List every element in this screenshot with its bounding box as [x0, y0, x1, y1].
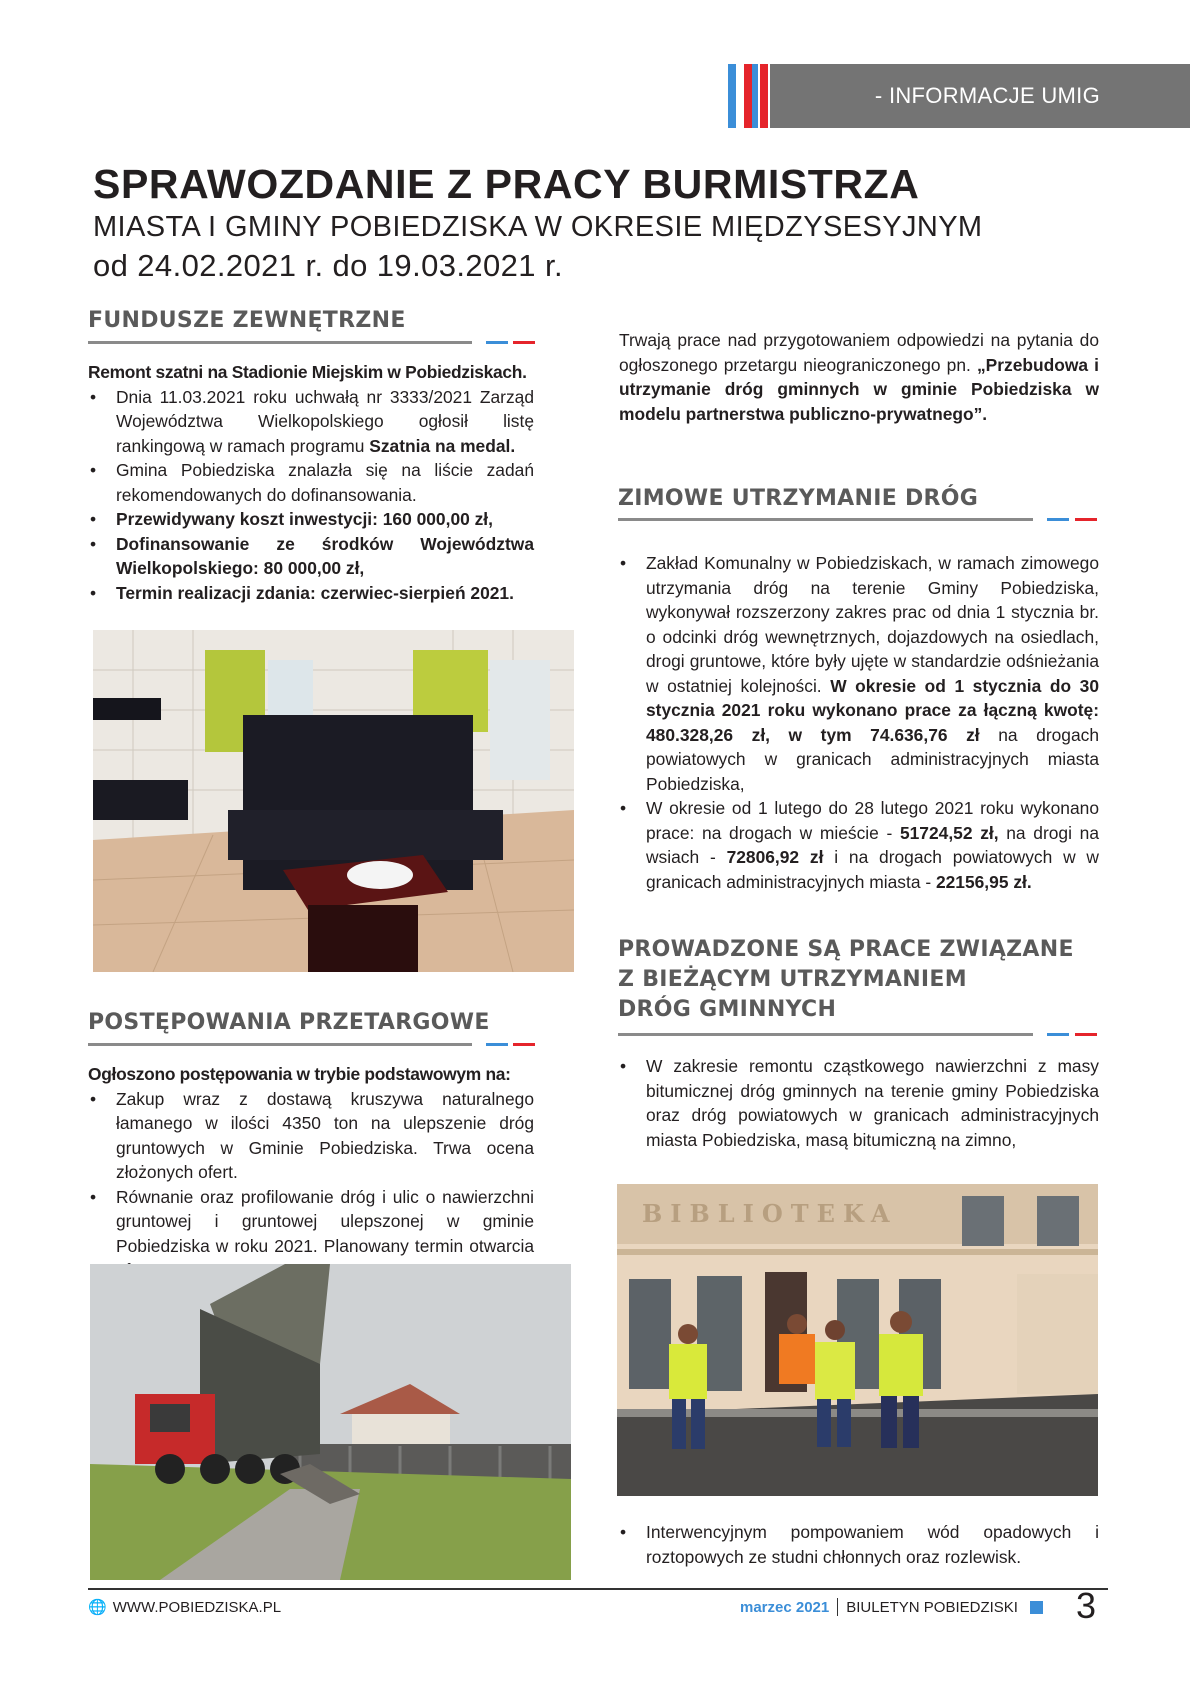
- dash-blue: [1047, 1033, 1069, 1036]
- list-item: • Równanie oraz profilowanie dróg i ulic o nawierzchni gruntowej i gruntowej ulepszonej w gminie Pobiedziska w roku 2021. Planowany termin otwarcia: [88, 1185, 534, 1283]
- list-item: • Zakład Komunalny w Pobiedziskach, w ramach zimowego utrzymania dróg na terenie Gminy Pobiedziska, wykonywał rozszerzony zakres prac od dnia 1 stycznia br. o odcinki dróg wewnętrznych, dojazdowych na osiedlach, drogi gruntowe, które były ujęte w standardzie odśnieżania w ostatniej kolejności. W okresie od 1 stycznia do 30 stycznia 2021 roku wykonano prace za łączną kwotę: 480.328,26 zł, w tym 74.636,76 zł na drogach powiatowych w granicach administracyjnych miasta Pobiedziska,: [618, 551, 1099, 796]
- dash-blue: [1047, 518, 1069, 521]
- zimowe-text: [618, 551, 1099, 894]
- footer-website[interactable]: [88, 1598, 281, 1616]
- biezace-text-2: [618, 1520, 1099, 1569]
- list-item: • Przewidywany koszt inwestycji: 160 000,00 zł,: [88, 507, 534, 532]
- fundusze-text: [88, 360, 534, 605]
- truck-photo: [90, 1264, 571, 1580]
- footer-rule: [88, 1588, 1108, 1590]
- page-title: SPRAWOZDANIE Z PRACY BURMISTRZA: [93, 161, 920, 207]
- biezace-text: [618, 1054, 1099, 1152]
- heading-rule: [618, 1033, 1033, 1036]
- list-item: • W zakresie remontu cząstkowego nawierzchni z masy bitumicznej dróg gminnych na terenie gminy Pobiedziska oraz dróg powiatowych w granicach administracyjnych miasta Pobiedziska, masą bitumiczną na zimno,: [618, 1054, 1099, 1152]
- przetargi-text: [88, 1062, 534, 1283]
- przetargi-lead: Ogłoszono postępowania w trybie podstawowym na:: [88, 1064, 511, 1084]
- flag-stripes: [728, 64, 768, 128]
- heading-biezace: PROWADZONE SĄ PRACE ZWIĄZANE Z BIEŻĄCYM UTRZYMANIEM DRÓG GMINNYCH: [618, 937, 1074, 1022]
- heading-rule: [88, 1043, 472, 1046]
- heading-zimowe: ZIMOWE UTRZYMANIE DRÓG: [618, 486, 979, 511]
- list-item: • Gmina Pobiedziska znalazła się na liście zadań rekomendowanych do dofinansowania.: [88, 458, 534, 507]
- list-item: • Dnia 11.03.2021 roku uchwałą nr 3333/2021 Zarząd Województwa Wielkopolskiego ogłosił listę rankingową w ramach programu Szatnia na medal.: [88, 385, 534, 459]
- divider: [837, 1598, 838, 1616]
- publication-name: BIULETYN POBIEDZISKI: [846, 1598, 1018, 1616]
- list-item: • Interwencyjnym pompowaniem wód opadowych i roztopowych ze studni chłonnych oraz rozlewisk.: [618, 1520, 1099, 1569]
- dash-blue: [486, 341, 508, 344]
- list-item: • Zakup wraz z dostawą kruszywa naturalnego łamanego w ilości 4350 ton na ulepszenie dróg gruntowych w Gminie Pobiedziska. Trwa ocena złożonych ofert.: [88, 1087, 534, 1185]
- list-item: • W okresie od 1 lutego do 28 lutego 2021 roku wykonano prace: na drogach w mieście - 51724,52 zł, na drogi na wsiach - 72806,92 zł i na drogach powiatowych w w granicach administracyjnych miasta - 22156,95 zł.: [618, 796, 1099, 894]
- library-roadwork-photo: [617, 1184, 1098, 1496]
- dash-red: [513, 341, 535, 344]
- dash-red: [513, 1043, 535, 1046]
- square-icon: [1030, 1601, 1043, 1614]
- report-period: od 24.02.2021 r. do 19.03.2021 r.: [93, 248, 563, 283]
- title-block: [93, 160, 1103, 286]
- dash-red: [1075, 518, 1097, 521]
- heading-przetargi: POSTĘPOWANIA PRZETARGOWE: [88, 1010, 490, 1035]
- heading-fundusze: FUNDUSZE ZEWNĘTRZNE: [88, 308, 406, 333]
- issue-month: marzec 2021: [740, 1598, 830, 1616]
- list-item: • Dofinansowanie ze środków Województwa Wielkopolskiego: 80 000,00 zł,: [88, 532, 534, 581]
- list-item: • Termin realizacji zdania: czerwiec-sierpień 2021.: [88, 581, 534, 606]
- globe-icon: 🌐: [88, 1599, 107, 1616]
- fundusze-lead: Remont szatni na Stadionie Miejskim w Pobiedziskach.: [88, 362, 527, 382]
- website-link[interactable]: WWW.POBIEDZISKA.PL: [112, 1598, 282, 1616]
- dash-blue: [486, 1043, 508, 1046]
- ppp-text: Trwają prace nad przygotowaniem odpowiedzi na pytania do ogłoszonego przetargu nieograniczonego pn. „Przebudowa i utrzymanie dróg gminnych w gminie Pobiedziska w modelu partnerstwa publiczno-prywatnego”.: [619, 330, 1099, 424]
- heading-rule: [88, 341, 472, 344]
- heading-rule: [618, 518, 1033, 521]
- dash-red: [1075, 1033, 1097, 1036]
- page-subtitle: MIASTA I GMINY POBIEDZISKA W OKRESIE MIĘDZYSESYJNYM: [93, 211, 983, 243]
- locker-room-photo: [93, 630, 574, 972]
- page-number: 3: [1076, 1585, 1097, 1626]
- footer-publication: [740, 1598, 1043, 1616]
- library-sign: BIBLIOTEKA: [642, 1199, 898, 1228]
- section-tag: - INFORMACJE UMIG: [770, 64, 1190, 128]
